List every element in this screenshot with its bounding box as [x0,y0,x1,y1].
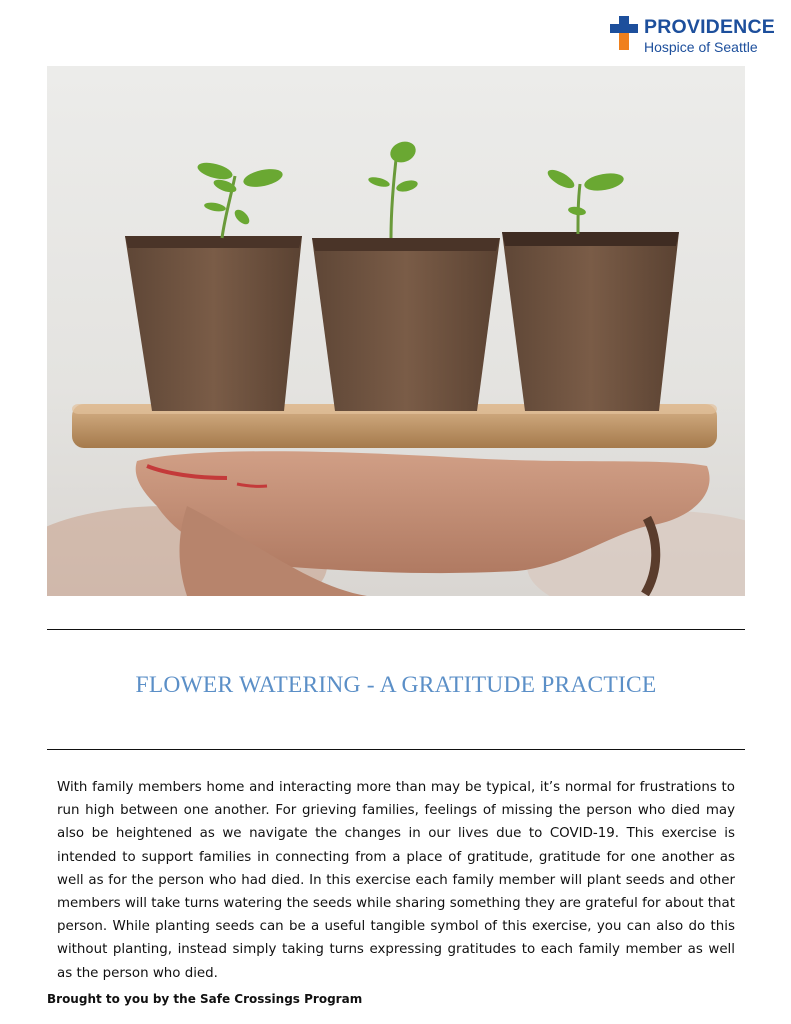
page-title: FLOWER WATERING - A GRATITUDE PRACTICE [135,672,657,698]
cross-icon [610,16,638,50]
seedlings-photo [47,66,745,596]
logo-subtitle: Hospice of Seattle [644,39,758,55]
providence-logo [610,14,785,58]
body-paragraph: With family members home and interacting more than may be typical, it’s normal for frustrations to run high between one another. For grieving families, feelings of missing the person who died may also be heightened as we navigate the changes in our lives due to COVID-19. This exercise is intended to support families in connecting from a place of gratitude, gratitude for one another as well as for the person who had died. In this exercise each family member will plant seeds and other members will take turns watering the seeds while sharing something they are grateful for about that person. While planting seeds can be a useful tangible symbol of this exercise, you can also do this without planting, instead simply taking turns expressing gratitudes to each family member as well as the person who died. [57,780,735,981]
logo-name: PROVIDENCE [644,16,775,38]
divider-bottom [47,749,745,750]
divider-top [47,629,745,630]
footer-credit: Brought to you by the Safe Crossings Program [47,992,363,1006]
